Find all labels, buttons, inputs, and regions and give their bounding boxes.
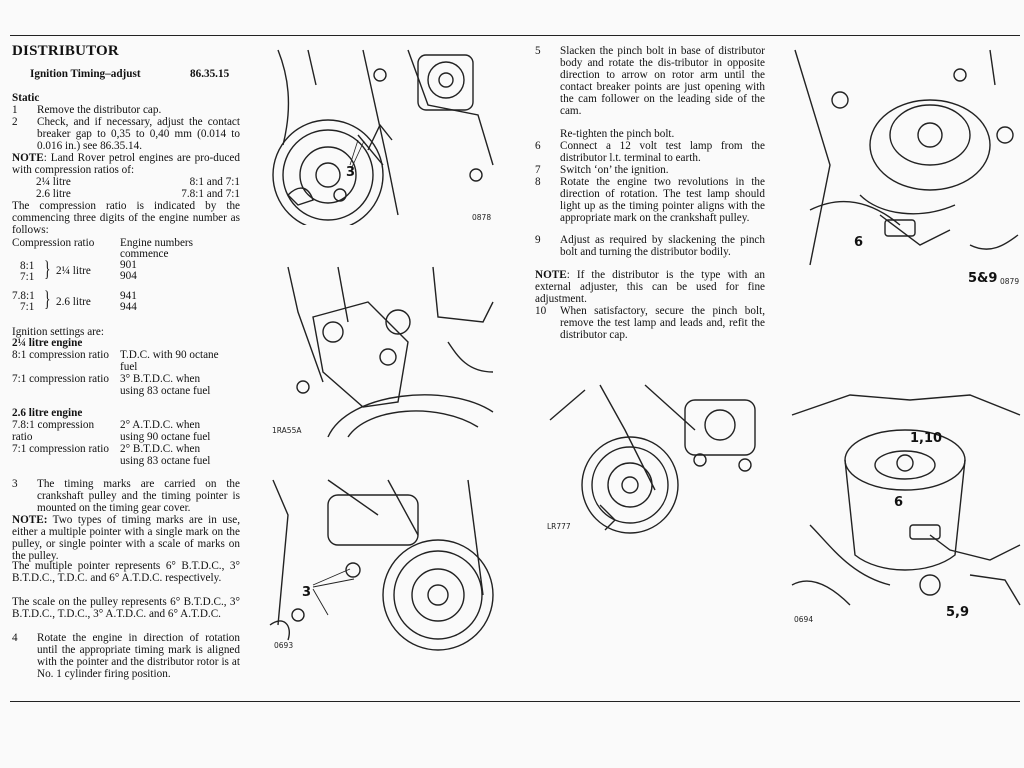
callout-label: 3 xyxy=(346,165,356,180)
figure-0694 xyxy=(790,385,1022,625)
engine-26-heading: 2.6 litre engine xyxy=(12,407,83,419)
figure-lr777 xyxy=(545,380,770,535)
table-engine: 2.6 litre xyxy=(56,296,91,308)
step-7 xyxy=(535,164,765,176)
figure-0879 xyxy=(790,45,1022,290)
note-text: : If the distributor is the type with an external adjuster, this can be used for fine adjustment. xyxy=(535,269,765,305)
setting-value-cont: using 90 octane fuel xyxy=(120,431,211,443)
ratio-values-26: 7.8:1 and 7:1 xyxy=(181,188,240,200)
table-number: 944 xyxy=(120,301,137,313)
setting-ratio: 8:1 compression ratio xyxy=(12,349,109,361)
table-number: 904 xyxy=(120,270,137,282)
pulley-illustration xyxy=(268,45,498,225)
figure-id: 0879 xyxy=(1000,277,1020,286)
ignition-settings-label: Ignition settings are: xyxy=(12,326,104,338)
table-number: 941 xyxy=(120,290,137,302)
step-number: 7 xyxy=(535,164,541,176)
step-2 xyxy=(12,116,240,152)
table-ratio: 7:1 xyxy=(20,301,35,313)
step-text: Switch ‘on’ the ignition. xyxy=(560,164,669,176)
engine-225-heading: 2¼ litre engine xyxy=(12,337,83,349)
figure-id: 0878 xyxy=(472,213,492,222)
step-number: 5 xyxy=(535,45,541,57)
setting-value: 2° A.T.D.C. when xyxy=(120,419,201,431)
note-text: Two types of timing marks are in use, either a multiple pointer with a single mark on the pulley, or single pointer with a scale of marks on the pulley. xyxy=(12,514,240,562)
step-number: 9 xyxy=(535,234,541,246)
step-8 xyxy=(535,176,765,236)
step-text: Rotate the engine in direction of rotation until the appropriate timing mark is aligned with the pointer and the distributor rotor is at No. 1 cylinder firing position. xyxy=(37,632,240,680)
setting-value: 3° B.T.D.C. when xyxy=(120,373,201,385)
step-5-cont xyxy=(535,128,765,140)
callout-label: 3 xyxy=(302,585,312,600)
step-number: 3 xyxy=(12,478,18,490)
callout-label: 5&9 xyxy=(968,271,998,286)
footer-rule xyxy=(10,701,1020,702)
figure-1ra55a xyxy=(268,262,498,442)
step-5 xyxy=(535,45,765,129)
note-label: NOTE xyxy=(535,269,567,281)
step-6 xyxy=(535,140,765,164)
setting-value: T.D.C. with 90 octane xyxy=(120,349,219,361)
ratio-engine-225: 2¼ litre xyxy=(36,176,71,188)
table-header-commence: commence xyxy=(120,248,169,260)
step-number: 1 xyxy=(12,104,18,116)
callout-label: 6 xyxy=(854,235,864,250)
step-number: 6 xyxy=(535,140,541,152)
note-compression-ratios xyxy=(12,152,240,176)
distributor-illustration xyxy=(790,45,1022,290)
step-text: Remove the distributor cap. xyxy=(37,104,162,116)
figure-0878 xyxy=(268,45,498,225)
table-header-ratio: Compression ratio xyxy=(12,237,95,249)
subheading-title: Ignition Timing–adjust xyxy=(30,68,141,80)
setting-ratio: 7:1 compression ratio xyxy=(12,443,109,455)
note-label: NOTE: xyxy=(12,514,48,526)
step-text: Adjust as required by slackening the pinch bolt and turning the distributor bodily. xyxy=(560,234,765,258)
section-title: DISTRIBUTOR xyxy=(12,43,119,59)
step-10 xyxy=(535,305,765,341)
step-number: 8 xyxy=(535,176,541,188)
brace-icon: } xyxy=(44,256,51,281)
note-text: : Land Rover petrol engines are pro-duced with compression ratios of: xyxy=(12,152,240,176)
table-engine: 2¼ litre xyxy=(56,265,91,277)
step-text: Check, and if necessary, adjust the contact breaker gap to 0,35 to 0,40 mm (0.014 to 0.016 in.) see 86.35.14. xyxy=(37,116,240,152)
callout-label: 5,9 xyxy=(946,605,970,620)
setting-ratio-cont: ratio xyxy=(12,431,33,443)
step-text: Connect a 12 volt test lamp from the distributor l.t. terminal to earth. xyxy=(560,140,765,164)
setting-value-cont: using 83 octane fuel xyxy=(120,385,211,397)
step-text: Rotate the engine two revolutions in the direction of rotation. The test lamp should light up as the timing pointer aligns with the appropriate mark on the crankshaft pulley. xyxy=(560,176,765,224)
table-ratio: 7.8:1 xyxy=(12,290,35,302)
setting-ratio: 7.8:1 compression xyxy=(12,419,95,431)
pulley-illustration xyxy=(268,475,498,655)
figure-0693 xyxy=(268,475,498,655)
step-9 xyxy=(535,234,765,270)
setting-ratio: 7:1 compression ratio xyxy=(12,373,109,385)
multi-pointer-text: The multiple pointer represents 6° B.T.D.C., 3° B.T.D.C., T.D.C. and 6° A.T.D.C. respectively. xyxy=(12,560,240,584)
figure-id: 0693 xyxy=(274,641,294,650)
distributor-illustration xyxy=(790,385,1022,625)
note-timing-marks xyxy=(12,514,240,562)
figure-id: 1RA55A xyxy=(272,426,302,435)
step-3 xyxy=(12,478,240,514)
setting-value: 2° B.T.D.C. when xyxy=(120,443,201,455)
subheading-code: 86.35.15 xyxy=(190,68,230,80)
ratio-engine-26: 2.6 litre xyxy=(36,188,71,200)
note-label: NOTE xyxy=(12,152,44,164)
step-number: 4 xyxy=(12,632,18,644)
note-external-adjuster xyxy=(535,269,765,305)
header-rule xyxy=(10,35,1020,36)
table-header-numbers: Engine numbers xyxy=(120,237,194,249)
static-heading: Static xyxy=(12,92,40,104)
step-1 xyxy=(12,104,240,116)
step-number: 10 xyxy=(535,305,547,317)
setting-value-cont: fuel xyxy=(120,361,138,373)
pulley-illustration xyxy=(268,262,498,442)
step-text: Re-tighten the pinch bolt. xyxy=(560,128,675,140)
scale-pulley-text: The scale on the pulley represents 6° B.T.D.C., 3° B.T.D.C., T.D.C., 3° A.T.D.C. and 6° A.T.D.C. xyxy=(12,596,240,620)
step-number: 2 xyxy=(12,116,18,128)
brace-icon: } xyxy=(44,286,51,311)
table-ratio: 7:1 xyxy=(20,271,35,283)
compression-note: The compression ratio is indicated by the commencing three digits of the engine number as follows: xyxy=(12,200,240,236)
ratio-values-225: 8:1 and 7:1 xyxy=(189,176,240,188)
table-ratio: 8:1 xyxy=(20,260,35,272)
figure-id: 0694 xyxy=(794,615,814,624)
callout-label: 6 xyxy=(894,495,904,510)
pulley-illustration xyxy=(545,380,770,535)
step-4 xyxy=(12,632,240,692)
table-number: 901 xyxy=(120,259,137,271)
figure-id: LR777 xyxy=(547,522,571,531)
step-text: When satisfactory, secure the pinch bolt, remove the test lamp and leads and, refit the distributor cap. xyxy=(560,305,765,341)
step-text: The timing marks are carried on the crankshaft pulley and the timing pointer is mounted on the timing gear cover. xyxy=(37,478,240,514)
setting-value-cont: using 83 octane fuel xyxy=(120,455,211,467)
callout-label: 1,10 xyxy=(910,431,943,446)
step-text: Slacken the pinch bolt in base of distributor body and rotate the dis-tributor in opposite direction to arrow on rotor arm until the contact breaker points are just opening with the cam follower on the leading side of the cam. xyxy=(560,45,765,117)
